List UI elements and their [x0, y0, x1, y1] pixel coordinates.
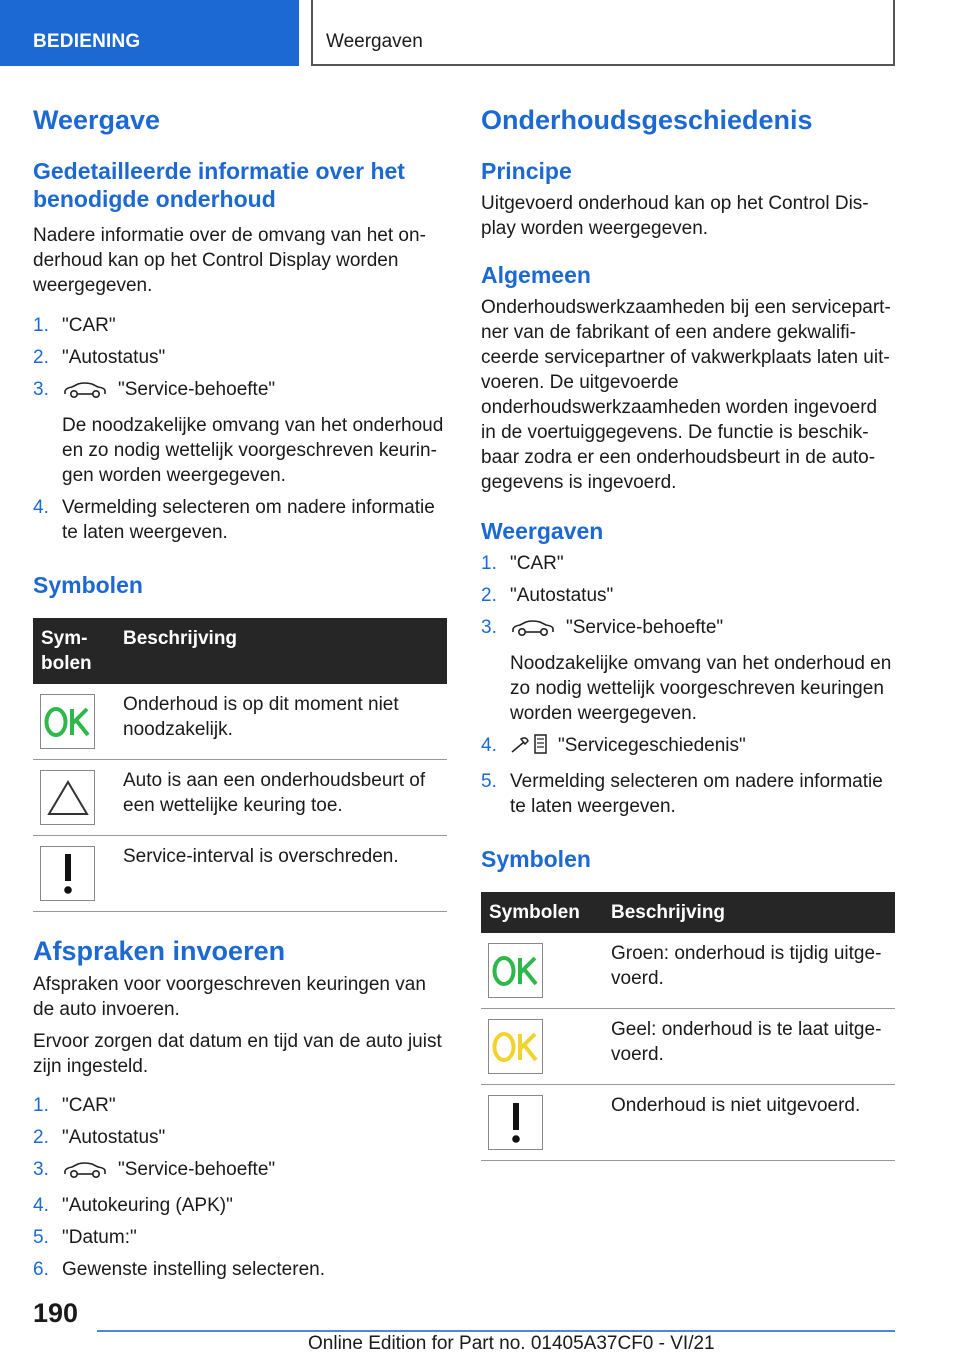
car-icon: [62, 381, 108, 406]
row-description: Groen: onderhoud is tijdig uitgevoerd.: [603, 933, 895, 1009]
symbols-title: Symbolen: [481, 846, 591, 872]
section-label: BEDIENING: [33, 31, 141, 52]
appointments-note: Ervoor zorgen dat datum en tijd van de auto juist zijn ingesteld.: [33, 1031, 442, 1077]
detail-subtitle: Gedetailleerde informatie over het benodigde onderhoud: [33, 158, 405, 212]
appointments-steps: [33, 1093, 447, 1282]
left-column: [33, 100, 447, 1282]
ok-green-icon: [488, 943, 543, 998]
table-row: [33, 684, 447, 760]
list-item: 6. Gewenste instelling selecteren.: [33, 1259, 325, 1280]
chapter-tab: [311, 0, 895, 66]
list-item: 3. "Service-behoefte" Noodzakelijke omvang van het onderhoud en zo nodig wettelijk voorgeschreven keuringen worden weergegeven.: [481, 617, 892, 724]
list-item: 3. "Service-behoefte" De noodzakelijke omvang van het onderhoud en zo nodig wettelijk voorgeschreven keuringen worden weergegeven.: [33, 379, 444, 486]
row-description: Geel: onderhoud is te laat uitgevoerd.: [603, 1009, 895, 1085]
symbols-table: [481, 892, 895, 1161]
general-title: Algemeen: [481, 262, 591, 288]
detail-steps: [33, 313, 447, 545]
right-column: [481, 100, 895, 1161]
car-icon: [510, 619, 556, 644]
warning-triangle-icon: [40, 770, 95, 825]
column-header-description: Beschrijving: [603, 892, 895, 933]
principle-text: Uitgevoerd onderhoud kan op het Control Display worden weergegeven.: [481, 193, 869, 239]
table-row: [481, 1009, 895, 1085]
exclamation-icon: [488, 1095, 543, 1150]
chapter-label: Weergaven: [326, 31, 423, 52]
exclamation-icon: [40, 846, 95, 901]
list-item: 1. "CAR": [33, 1095, 116, 1116]
footer-divider: [97, 1330, 895, 1332]
car-icon: [62, 1161, 108, 1186]
row-description: Service-interval is overschreden.: [115, 836, 447, 912]
principle-title: Principe: [481, 158, 572, 184]
list-item: 2. "Autostatus": [481, 585, 614, 606]
list-item: 1. "CAR": [481, 553, 564, 574]
table-row: [481, 1085, 895, 1161]
general-text: Onderhoudswerkzaamheden bij een servicepartner van de fabrikant of een andere gekwalificeerde servicepartner of vakwerkplaats laten uitvoeren. De uitgevoerde onderhoudswerkzaamheden worden ingevoerd in de voertuiggegevens. De functie is beschikbaar zodra er een onderhoudsbeurt in de autogegevens is ingevoerd.: [481, 297, 891, 493]
list-item: 2. "Autostatus": [33, 347, 166, 368]
ok-icon: [40, 694, 95, 749]
list-item: 2. "Autostatus": [33, 1127, 166, 1148]
row-description: Auto is aan een onderhoudsbeurt of een wettelijke keuring toe.: [115, 760, 447, 836]
list-item: 5. "Datum:": [33, 1227, 137, 1248]
symbols-table: [33, 618, 447, 912]
views-title: Weergaven: [481, 518, 604, 544]
column-header-symbol: Symbolen: [33, 618, 115, 684]
history-title: Onderhoudsgeschiedenis: [481, 105, 813, 135]
column-header-symbol: Symbolen: [481, 892, 603, 933]
list-item: 4. "Autokeuring (APK)": [33, 1195, 233, 1216]
views-steps: [481, 551, 895, 819]
list-item: 3. "Service-behoefte": [33, 1157, 447, 1186]
ok-yellow-icon: [488, 1019, 543, 1074]
list-item: 5. Vermelding selecteren om nadere informatie te laten weergeven.: [481, 771, 883, 817]
page-number: 190: [33, 1298, 79, 1328]
appointments-intro: Afspraken voor voorgeschreven keuringen van de auto invoeren.: [33, 974, 426, 1020]
page-title: Weergave: [33, 105, 161, 135]
table-row: [33, 836, 447, 912]
appointments-title: Afspraken invoeren: [33, 936, 286, 966]
symbols-title: Symbolen: [33, 572, 143, 598]
row-description: Onderhoud is niet uitgevoerd.: [603, 1085, 895, 1161]
list-item: 4. "Servicegeschiedenis": [481, 733, 895, 762]
service-history-icon: [510, 733, 548, 762]
list-item: 1. "CAR": [33, 315, 116, 336]
list-item: 4. Vermelding selecteren om nadere informatie te laten weergeven.: [33, 497, 435, 543]
edition-label: Online Edition for Part no. 01405A37CF0 - VI/21: [308, 1333, 715, 1354]
table-row: [33, 760, 447, 836]
column-header-description: Beschrijving: [115, 618, 447, 684]
table-row: [481, 933, 895, 1009]
table-header-row: [481, 892, 895, 933]
table-header-row: [33, 618, 447, 684]
detail-intro: Nadere informatie over de omvang van het onderhoud kan op het Control Display worden weergegeven.: [33, 225, 426, 296]
section-tab: [0, 0, 299, 66]
row-description: Onderhoud is op dit moment niet noodzakelijk.: [115, 684, 447, 760]
